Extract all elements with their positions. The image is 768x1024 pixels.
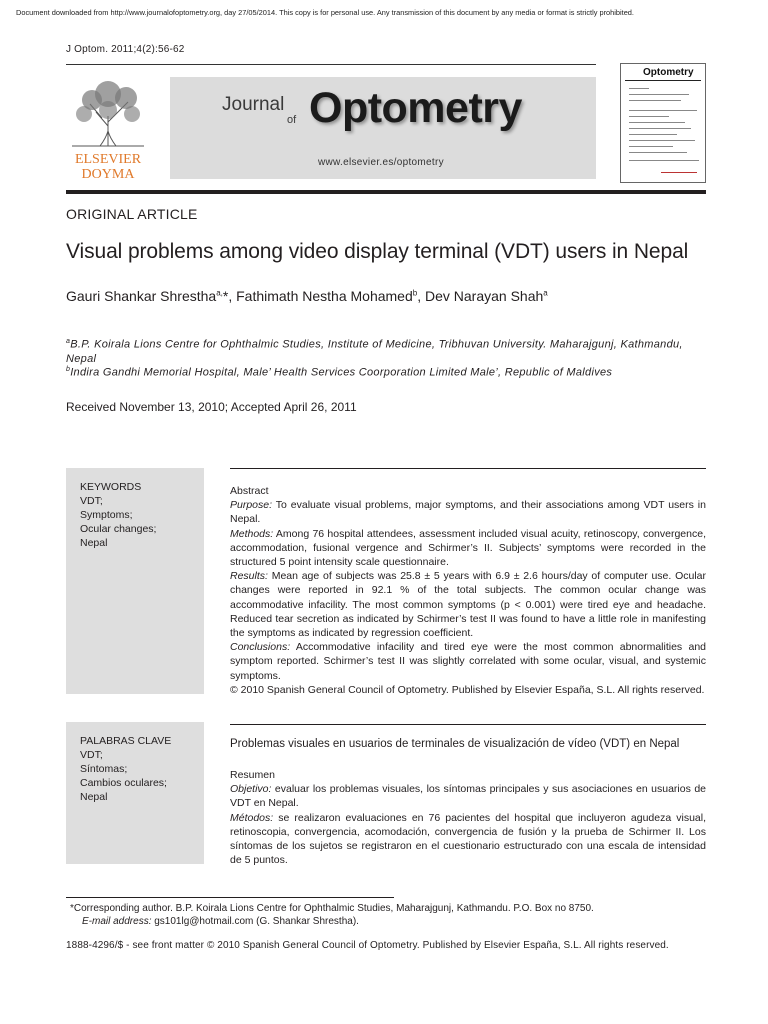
journal-word: Journal: [222, 94, 285, 115]
author-name: Dev Narayan Shah: [424, 288, 544, 304]
palabra-item: Nepal: [80, 791, 108, 803]
author-sup: a: [543, 288, 548, 298]
spanish-title: Problemas visuales en usuarios de terminales de visualización de vídeo (VDT) en Nepal: [230, 738, 680, 750]
palabra-item: VDT;: [80, 749, 103, 761]
resumen-rule: [230, 724, 706, 725]
keyword-item: Ocular changes;: [80, 523, 157, 535]
palabra-item: Síntomas;: [80, 763, 128, 775]
footnote-rule: [66, 897, 394, 898]
email-note: [82, 916, 359, 927]
resumen-objetivo: Objetivo: evaluar los problemas visuales, los síntomas principales y sus asociaciones en usuarios de VDT en Nepal.: [230, 783, 706, 810]
journal-url[interactable]: www.elsevier.es/optometry: [318, 157, 444, 168]
download-notice: Document downloaded from http://www.journalofoptometry.org, day 27/05/2014. This copy is for personal use. Any transmission of this document by any media or format is strictly prohibited.: [16, 8, 634, 17]
abstract-heading: Abstract: [230, 485, 269, 497]
email-label: E-mail address:: [82, 916, 152, 927]
palabras-clave-box: [66, 722, 204, 864]
keyword-item: Symptoms;: [80, 509, 133, 521]
svg-text:ELSEVIER: ELSEVIER: [74, 152, 142, 167]
abstract-purpose: Purpose: To evaluate visual problems, major symptoms, and their associations among VDT users in Nepal.: [230, 499, 706, 526]
author-sup: b: [412, 288, 418, 298]
journal-name: Optometry: [309, 84, 522, 132]
header-rule: [66, 64, 596, 65]
keyword-item: Nepal: [80, 537, 108, 549]
elsevier-logo: [66, 76, 150, 181]
abstract-rule: [230, 468, 706, 469]
thumb-title: Optometry: [643, 67, 694, 78]
resumen-metodos: Métodos: se realizaron evaluaciones en 76 pacientes del hospital que incluyeron agudeza visual, retinoscopia, convergencia, acomodación, convergencia de fusión y la prueba de Schirmer II. Los síntomas de los sujetos se registraron en el cuestionario estructurado con una escala de intensidad de 5 puntos.: [230, 811, 706, 867]
palabra-item: Cambios oculares;: [80, 777, 167, 789]
keywords-heading: KEYWORDS: [80, 481, 142, 493]
svg-text:DOYMA: DOYMA: [81, 167, 135, 181]
author-list: Gauri Shankar Shrestha$^{a,}$*, Fathimath Nestha Mohamed$^b$, Dev Narayan Shah$^a$: [66, 288, 548, 304]
corresponding-author-note: *Corresponding author. B.P. Koirala Lions Centre for Ophthalmic Studies, Maharajgunj, Kathmandu. P.O. Box no 8750.: [70, 903, 594, 914]
abstract-methods: Methods: Among 76 hospital attendees, assessment included visual acuity, retinoscopy, convergence, accommodation, fusional vergence and Schirmer’s II. Subjects’ symptoms were recorded in the structured 5 point intensity scale questionnaire.: [230, 527, 706, 569]
author-name: Fathimath Nestha Mohamed: [236, 288, 413, 304]
affiliation-b: $^b$Indira Gandhi Memorial Hospital, Male’ Health Services Coorporation Limited Male’, Republic of Maldives: [66, 366, 613, 379]
palabras-heading: PALABRAS CLAVE: [80, 735, 172, 747]
journal-cover-thumbnail: [620, 63, 706, 183]
email-address[interactable]: gs101lg@hotmail.com (G. Shankar Shrestha).: [151, 916, 359, 927]
banner-rule: [66, 190, 706, 194]
author-name: Gauri Shankar Shrestha: [66, 288, 217, 304]
corresponding-mark: *: [222, 288, 229, 304]
received-dates: Received November 13, 2010; Accepted April 26, 2011: [66, 400, 357, 414]
article-type: ORIGINAL ARTICLE: [66, 206, 198, 222]
abstract-copyright: © 2010 Spanish General Council of Optometry. Published by Elsevier España, S.L. All rights reserved.: [230, 683, 705, 696]
resumen: [230, 768, 706, 867]
abstract: [230, 484, 706, 697]
elsevier-tree-icon: [66, 76, 150, 181]
journal-of-word: of: [287, 114, 297, 126]
abstract-results: Results: Mean age of subjects was 25.8 ± 5 years with 6.9 ± 2.6 hours/day of computer use. Ocular changes were reported in 92.1 % of the total subjects. The common ocular change was accommodative infacility. The most common symptoms (p < 0.001) were tired eye and headache. Reduced tear secretion as indicated by Schirmer’s test II was found to have a little role in manifesting the symptoms as indicated by regression coefficient.: [230, 570, 706, 640]
keywords-box: [66, 468, 204, 694]
keyword-item: VDT;: [80, 495, 103, 507]
journal-citation: J Optom. 2011;4(2):56-62: [66, 44, 185, 55]
abstract-conclusions: Conclusions: Accommodative infacility and tired eye were the most common abnormalities and symptom reported. Schirmer’s test II was slightly correlated with some ocular, visual, and systemic symptoms.: [230, 641, 706, 682]
affiliation-a: $^a$B.P. Koirala Lions Centre for Ophthalmic Studies, Institute of Medicine, Tribhuvan University. Maharajgunj, Kathmandu, Nepal: [66, 338, 683, 365]
issn-copyright-line: 1888-4296/$ - see front matter © 2010 Spanish General Council of Optometry. Published by Elsevier España, S.L. All rights reserved.: [66, 940, 669, 951]
resumen-heading: Resumen: [230, 769, 275, 781]
author-sup: a,: [216, 288, 223, 298]
article-title: Visual problems among video display terminal (VDT) users in Nepal: [66, 240, 689, 263]
